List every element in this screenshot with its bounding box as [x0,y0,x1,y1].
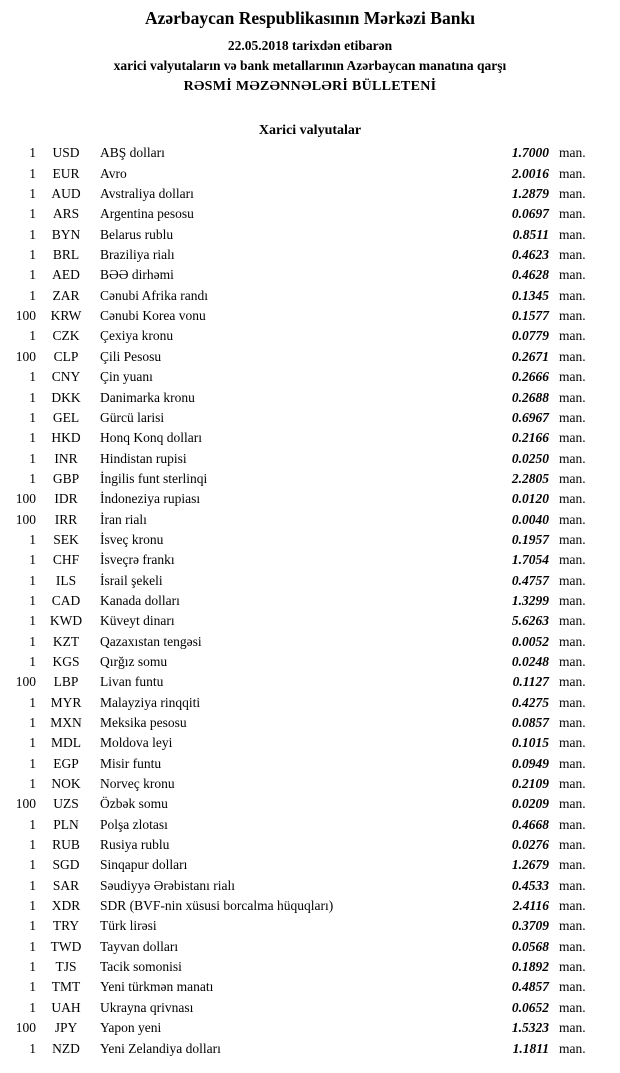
currency-rate: 0.0040 [511,511,549,527]
currency-unit: man. [559,796,586,812]
currency-unit: man. [559,470,586,486]
currency-code: SAR [52,877,80,893]
currency-code: USD [52,145,80,161]
currency-quantity: 1 [29,186,36,202]
currency-rate: 0.0209 [511,796,549,812]
currency-row [12,1041,593,1061]
currency-name: Norveç kronu [100,776,175,792]
currency-name: İran rialı [100,511,147,527]
currency-name: Argentina pesosu [100,206,194,222]
currency-row [12,695,593,715]
currency-name: Moldova leyi [100,735,173,751]
currency-name: Yeni türkmən manatı [100,979,214,995]
currency-row [12,532,593,552]
currency-code: NOK [51,776,81,792]
currency-row [12,898,593,918]
currency-unit: man. [559,857,586,873]
currency-rate: 0.2109 [511,776,549,792]
currency-row [12,857,593,877]
currency-name: Sinqapur dolları [100,857,188,873]
currency-rate: 0.2666 [511,369,549,385]
currency-quantity: 1 [29,959,36,975]
currency-code: KRW [50,308,82,324]
currency-name: Qazaxıstan tengəsi [100,633,202,649]
currency-quantity: 100 [15,308,36,324]
currency-code: TRY [52,918,80,934]
currency-quantity: 100 [15,348,36,364]
currency-quantity: 1 [29,653,36,669]
currency-row [12,512,593,532]
currency-row [12,267,593,287]
currency-unit: man. [559,653,586,669]
currency-code: CHF [52,552,80,568]
currency-row [12,918,593,938]
currency-unit: man. [559,511,586,527]
currency-unit: man. [559,491,586,507]
currency-row [12,491,593,511]
currency-row [12,939,593,959]
currency-unit: man. [559,369,586,385]
currency-code: DKK [51,389,81,405]
currency-rate: 0.2671 [511,348,549,364]
currency-name: Rusiya rublu [100,837,170,853]
currency-code: TMT [51,979,81,995]
currency-code: MDL [51,735,81,751]
currency-rate: 0.4757 [511,572,549,588]
currency-unit: man. [559,206,586,222]
currency-row [12,573,593,593]
currency-row [12,166,593,186]
currency-code: LBP [53,674,79,690]
currency-quantity: 100 [15,491,36,507]
currency-rate: 0.1127 [512,674,549,690]
currency-code: SGD [52,857,80,873]
currency-code: PLN [53,816,79,832]
subtitle-line: xarici valyutaların və bank metallarının Azərbaycan manatına qarşı [113,58,507,74]
currency-name: SDR (BVF-nin xüsusi borcalma hüquqları) [100,898,334,914]
currency-row [12,227,593,247]
currency-row [12,959,593,979]
bank-title: Azərbaycan Respublikasının Mərkəzi Bankı [144,8,476,28]
currency-name: İsveç kronu [100,531,164,547]
currency-quantity: 1 [29,145,36,161]
currency-name: Tacik somonisi [100,959,182,975]
currency-row [12,593,593,613]
currency-rate: 0.0779 [511,328,549,344]
currency-row [12,369,593,389]
currency-name: Belarus rublu [100,226,174,242]
currency-unit: man. [559,1040,586,1056]
currency-rate: 1.2679 [511,857,549,873]
currency-quantity: 1 [29,979,36,995]
currency-row [12,206,593,226]
currency-quantity: 1 [29,1040,36,1056]
currency-name: Qırğız somu [100,653,168,669]
currency-rate: 0.1957 [511,531,549,547]
currency-row [12,552,593,572]
currency-rate: 1.3299 [511,592,549,608]
currency-name: Çin yuanı [100,369,153,385]
currency-code: ARS [52,206,80,222]
currency-code: CLP [53,348,79,364]
currency-unit: man. [559,572,586,588]
currency-row [12,674,593,694]
currency-code: AED [52,267,80,283]
currency-row [12,796,593,816]
currency-code: RUB [52,837,80,853]
currency-unit: man. [559,430,586,446]
currency-row [12,390,593,410]
currency-quantity: 100 [15,1020,36,1036]
currency-row [12,247,593,267]
currency-code: ILS [55,572,77,588]
currency-name: Danimarka kronu [100,389,195,405]
currency-row [12,308,593,328]
currency-unit: man. [559,1020,586,1036]
currency-quantity: 1 [29,531,36,547]
currency-code: TJS [55,959,77,975]
currency-rate: 0.0250 [511,450,549,466]
currency-unit: man. [559,247,586,263]
currency-name: ABŞ dolları [100,145,165,161]
currency-row [12,1020,593,1040]
currency-quantity: 1 [29,918,36,934]
currency-name: Türk lirəsi [100,918,157,934]
currency-rate: 0.4623 [511,247,549,263]
currency-rate: 2.2805 [511,470,549,486]
currency-quantity: 1 [29,633,36,649]
currency-row [12,288,593,308]
currency-name: Livan funtu [100,674,164,690]
currency-name: Yeni Zelandiya dolları [100,1040,221,1056]
currency-row [12,451,593,471]
currency-quantity: 1 [29,938,36,954]
currency-row [12,817,593,837]
currency-unit: man. [559,674,586,690]
effective-date-line: 22.05.2018 tarixdən etibarən [227,37,393,53]
currency-rate: 0.0120 [511,491,549,507]
currency-code: ZAR [52,287,80,303]
currency-rate: 1.1811 [512,1040,549,1056]
currency-row [12,979,593,999]
currency-rate: 1.5323 [511,1020,549,1036]
currency-code: UZS [53,796,79,812]
currency-code: CNY [51,369,81,385]
currency-name: Yapon yeni [100,1020,162,1036]
currency-rate: 0.0857 [511,715,549,730]
currency-quantity: 1 [29,267,36,283]
currency-rate: 5.6263 [511,613,549,629]
currency-unit: man. [559,898,586,914]
currency-rate: 1.7054 [511,552,549,568]
currency-code: IDR [54,491,78,507]
currency-name: Honq Konq dolları [100,430,202,446]
currency-code: EGP [53,755,79,771]
currency-unit: man. [559,938,586,954]
currency-unit: man. [559,186,586,202]
currency-name: Meksika pesosu [100,715,187,730]
currency-quantity: 1 [29,206,36,222]
currency-unit: man. [559,918,586,934]
currency-quantity: 1 [29,165,36,181]
currency-rate: 0.8511 [512,226,549,242]
currency-row [12,776,593,796]
currency-name: Avro [100,165,127,181]
currency-rate: 0.0248 [511,653,549,669]
currency-code: EUR [52,165,80,181]
currency-name: İsveçrə frankı [100,552,175,568]
currency-row [12,654,593,674]
currency-unit: man. [559,389,586,405]
currency-name: Küveyt dinarı [100,613,175,629]
currency-unit: man. [559,165,586,181]
currency-rate: 1.2879 [511,186,549,202]
currency-rate: 0.6967 [511,409,549,425]
currency-unit: man. [559,409,586,425]
currency-name: Polşa zlotası [100,816,168,832]
currency-rate: 0.2166 [511,430,549,446]
currency-quantity: 1 [29,369,36,385]
currency-quantity: 1 [29,694,36,710]
currency-name: Çexiya kronu [100,328,174,344]
currency-quantity: 1 [29,816,36,832]
currency-row [12,756,593,776]
currency-rate: 0.1892 [511,959,549,975]
currency-rate: 0.0052 [511,633,549,649]
currency-row [12,613,593,633]
currency-code: INR [54,450,78,466]
currency-unit: man. [559,999,586,1015]
currency-unit: man. [559,877,586,893]
currency-rate: 0.0949 [511,755,549,771]
currency-row [12,186,593,206]
currency-row [12,634,593,654]
currency-row [12,430,593,450]
currency-rate: 2.4116 [512,898,549,914]
currency-code: UAH [51,999,81,1015]
currency-row [12,328,593,348]
currency-row [12,471,593,491]
currency-rates-table [0,145,620,1060]
currency-quantity: 100 [15,796,36,812]
currency-unit: man. [559,145,586,161]
currency-name: İngilis funt sterlinqi [100,470,208,486]
currency-quantity: 1 [29,715,36,730]
currency-quantity: 1 [29,328,36,344]
currency-code: KGS [52,653,80,669]
currency-unit: man. [559,531,586,547]
currency-quantity: 1 [29,552,36,568]
currency-quantity: 1 [29,430,36,446]
currency-rate: 0.4668 [511,816,549,832]
currency-rate: 1.7000 [511,145,549,161]
currency-code: TWD [50,938,82,954]
currency-name: Hindistan rupisi [100,450,187,466]
currency-row [12,349,593,369]
currency-unit: man. [559,552,586,568]
currency-code: BRL [52,247,80,263]
currency-quantity: 1 [29,287,36,303]
currency-unit: man. [559,226,586,242]
currency-unit: man. [559,287,586,303]
currency-quantity: 1 [29,877,36,893]
currency-name: Ukrayna qrivnası [100,999,194,1015]
currency-name: Özbək somu [100,796,168,812]
currency-code: IRR [54,511,78,527]
currency-row [12,145,593,165]
currency-unit: man. [559,328,586,344]
currency-quantity: 100 [15,674,36,690]
currency-rate: 0.3709 [511,918,549,934]
currency-unit: man. [559,837,586,853]
currency-name: Gürcü larisi [100,409,165,425]
currency-quantity: 1 [29,837,36,853]
document-header [0,8,620,97]
currency-name: İndoneziya rupiası [100,491,201,507]
currency-name: Avstraliya dolları [100,186,194,202]
currency-quantity: 1 [29,776,36,792]
currency-name: Tayvan dolları [100,938,179,954]
currency-quantity: 1 [29,735,36,751]
currency-rate: 2.0016 [511,165,549,181]
currency-row [12,410,593,430]
currency-rate: 0.4275 [511,694,549,710]
currency-quantity: 1 [29,613,36,629]
currency-row [12,715,593,735]
currency-rate: 0.2688 [511,389,549,405]
bulletin-title: RƏSMİ MƏZƏNNƏLƏRİ BÜLLETENİ [183,79,437,95]
currency-unit: man. [559,715,586,730]
currency-name: Çili Pesosu [100,348,162,364]
currency-unit: man. [559,776,586,792]
currency-unit: man. [559,450,586,466]
currency-quantity: 1 [29,999,36,1015]
currency-code: AUD [51,186,81,202]
currency-code: HKD [51,430,81,446]
currency-name: BƏƏ dirhəmi [100,267,174,283]
currency-quantity: 1 [29,389,36,405]
currency-code: KZT [52,633,80,649]
currency-quantity: 1 [29,470,36,486]
currency-code: KWD [49,613,83,629]
currency-name: İsrail şekeli [100,572,163,588]
currency-quantity: 1 [29,755,36,771]
currency-unit: man. [559,267,586,283]
currency-unit: man. [559,592,586,608]
currency-quantity: 1 [29,592,36,608]
currency-name: Səudiyyə Ərəbistanı rialı [100,877,235,893]
currency-quantity: 1 [29,898,36,914]
currency-quantity: 1 [29,857,36,873]
currency-rate: 0.4857 [511,979,549,995]
currency-unit: man. [559,613,586,629]
currency-unit: man. [559,735,586,751]
currency-code: GEL [52,409,80,425]
currency-rate: 0.0652 [511,999,549,1015]
currency-row [12,735,593,755]
currency-rate: 0.0697 [511,206,549,222]
section-title-foreign-currencies: Xarici valyutalar [258,123,362,139]
currency-name: Braziliya rialı [100,247,175,263]
currency-quantity: 1 [29,450,36,466]
currency-unit: man. [559,959,586,975]
currency-unit: man. [559,348,586,364]
currency-unit: man. [559,755,586,771]
currency-code: NZD [52,1040,80,1056]
currency-name: Misir funtu [100,755,162,771]
currency-code: SEK [53,531,79,547]
currency-code: CZK [52,328,80,344]
currency-quantity: 1 [29,247,36,263]
currency-unit: man. [559,308,586,324]
currency-name: Cənubi Korea vonu [100,308,206,324]
currency-quantity: 100 [15,511,36,527]
currency-quantity: 1 [29,226,36,242]
currency-quantity: 1 [29,572,36,588]
currency-unit: man. [559,694,586,710]
currency-name: Cənubi Afrika randı [100,287,208,303]
currency-code: BYN [51,226,81,242]
currency-row [12,1000,593,1020]
currency-row [12,837,593,857]
currency-rate: 0.1015 [511,735,549,751]
currency-unit: man. [559,633,586,649]
currency-code: JPY [54,1020,78,1036]
currency-unit: man. [559,979,586,995]
currency-code: CAD [51,592,81,608]
currency-quantity: 1 [29,409,36,425]
currency-code: MYR [50,694,82,710]
currency-rate: 0.0276 [511,837,549,853]
currency-rate: 0.4628 [511,267,549,283]
currency-code: GBP [52,470,80,486]
currency-code: XDR [51,898,81,914]
currency-rate: 0.4533 [511,877,549,893]
currency-rate: 0.0568 [511,938,549,954]
currency-rate: 0.1345 [511,287,549,303]
currency-row [12,878,593,898]
currency-code: MXN [50,715,82,730]
currency-unit: man. [559,816,586,832]
currency-rate: 0.1577 [511,308,549,324]
currency-name: Kanada dolları [100,592,180,608]
currency-name: Malayziya rinqqiti [100,694,201,710]
